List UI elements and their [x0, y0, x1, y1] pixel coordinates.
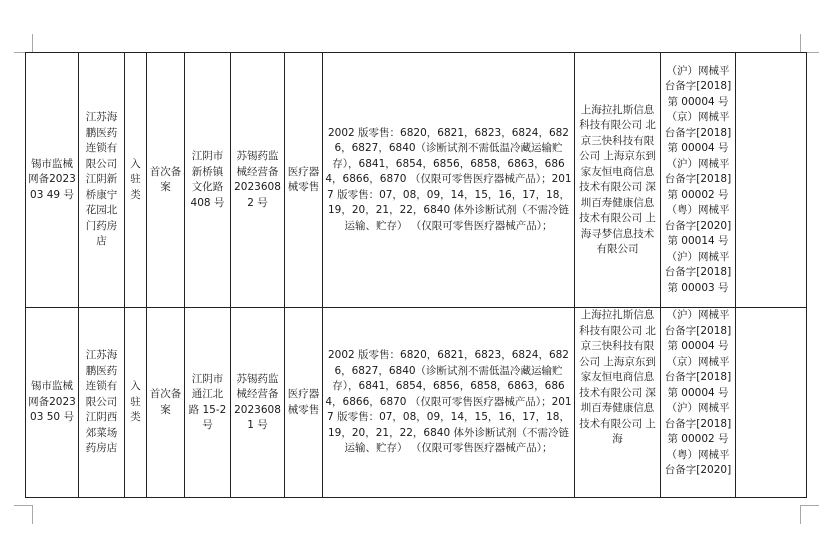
platform-filing-number-cell: [661, 53, 736, 308]
type-cell: 入驻类: [125, 53, 147, 308]
platform-filing-number-cell: [661, 308, 736, 498]
platform-companies-text: 上海拉扎斯信息科技有限公司 北京三快科技有限公司 上海京东到家友恒电商信息技术有限公司 深圳百寿健康信息技术有限公司 上海: [579, 309, 656, 445]
platform-filing-number-text: （沪）网械平台备字[2018]第 00004 号（京）网械平台备字[2018]第 00004 号（沪）网械平台备字[2018]第 00002 号（粤）网械平台备字[2020]第 00014 号（沪）网械平台备字[2018]第 00003 号: [664, 64, 732, 294]
table-row: [26, 308, 807, 498]
page-corner-mark-top-left: [14, 34, 33, 53]
record-number-cell: 锡市监械网备202303 49 号: [26, 53, 79, 308]
address-cell: 江阴市通江北路 15-2 号: [185, 308, 231, 498]
filing-status-cell: 首次备案: [147, 308, 185, 498]
filing-status-cell: 首次备案: [147, 53, 185, 308]
filing-table: [25, 52, 807, 498]
company-name-cell: 江苏海鹏医药连锁有限公司江阴新桥康宁花园北门药房店: [79, 53, 125, 308]
platform-companies-cell: [575, 308, 661, 498]
business-scope-cell: 2002 版零售：6820，6821，6823，6824，6826，6827，6840（诊断试剂不需低温冷藏运输贮存），6841，6854，6856，6858，6863，6864，6866，6870 （仅限可零售医疗器械产品）；2017 版零售：07，08，09，14，15，16，17，18，19，20，21，22，6840 体外诊断试剂（不需冷链运输、贮存） （仅限可零售医疗器械产品）；: [323, 308, 575, 498]
remark-cell: [736, 53, 807, 308]
business-scope-cell: 2002 版零售：6820，6821，6823，6824，6826，6827，6840（诊断试剂不需低温冷藏运输贮存），6841，6854，6856，6858，6863，6864，6866，6870 （仅限可零售医疗器械产品）；2017 版零售：07，08，09，14，15，16，17，18，19，20，21，22，6840 体外诊断试剂（不需冷链运输、贮存） （仅限可零售医疗器械产品）；: [323, 53, 575, 308]
page-corner-mark-top-right: [800, 34, 819, 53]
business-category-cell: 医疗器械零售: [285, 53, 323, 308]
license-number-cell: 苏锡药监械经营备 20236082 号: [231, 53, 285, 308]
page-corner-mark-bottom-right: [800, 505, 819, 524]
page-corner-mark-bottom-left: [14, 505, 33, 524]
platform-filing-number-text: （沪）网械平台备字[2018]第 00004 号（京）网械平台备字[2018]第 00004 号（沪）网械平台备字[2018]第 00002 号（粤）网械平台备字[2020]: [664, 309, 732, 476]
table-row: [26, 53, 807, 308]
remark-cell: [736, 308, 807, 498]
license-number-cell: 苏锡药监械经营备 20236081 号: [231, 308, 285, 498]
platform-companies-cell: 上海拉扎斯信息科技有限公司 北京三快科技有限公司 上海京东到家友恒电商信息技术有限公司 深圳百寿健康信息技术有限公司 上海寻梦信息技术有限公司: [575, 53, 661, 308]
type-cell: 入驻类: [125, 308, 147, 498]
record-number-cell: 锡市监械网备202303 50 号: [26, 308, 79, 498]
address-cell: 江阴市新桥镇文化路 408 号: [185, 53, 231, 308]
business-category-cell: 医疗器械零售: [285, 308, 323, 498]
company-name-cell: 江苏海鹏医药连锁有限公司江阴西郊菜场药房店: [79, 308, 125, 498]
